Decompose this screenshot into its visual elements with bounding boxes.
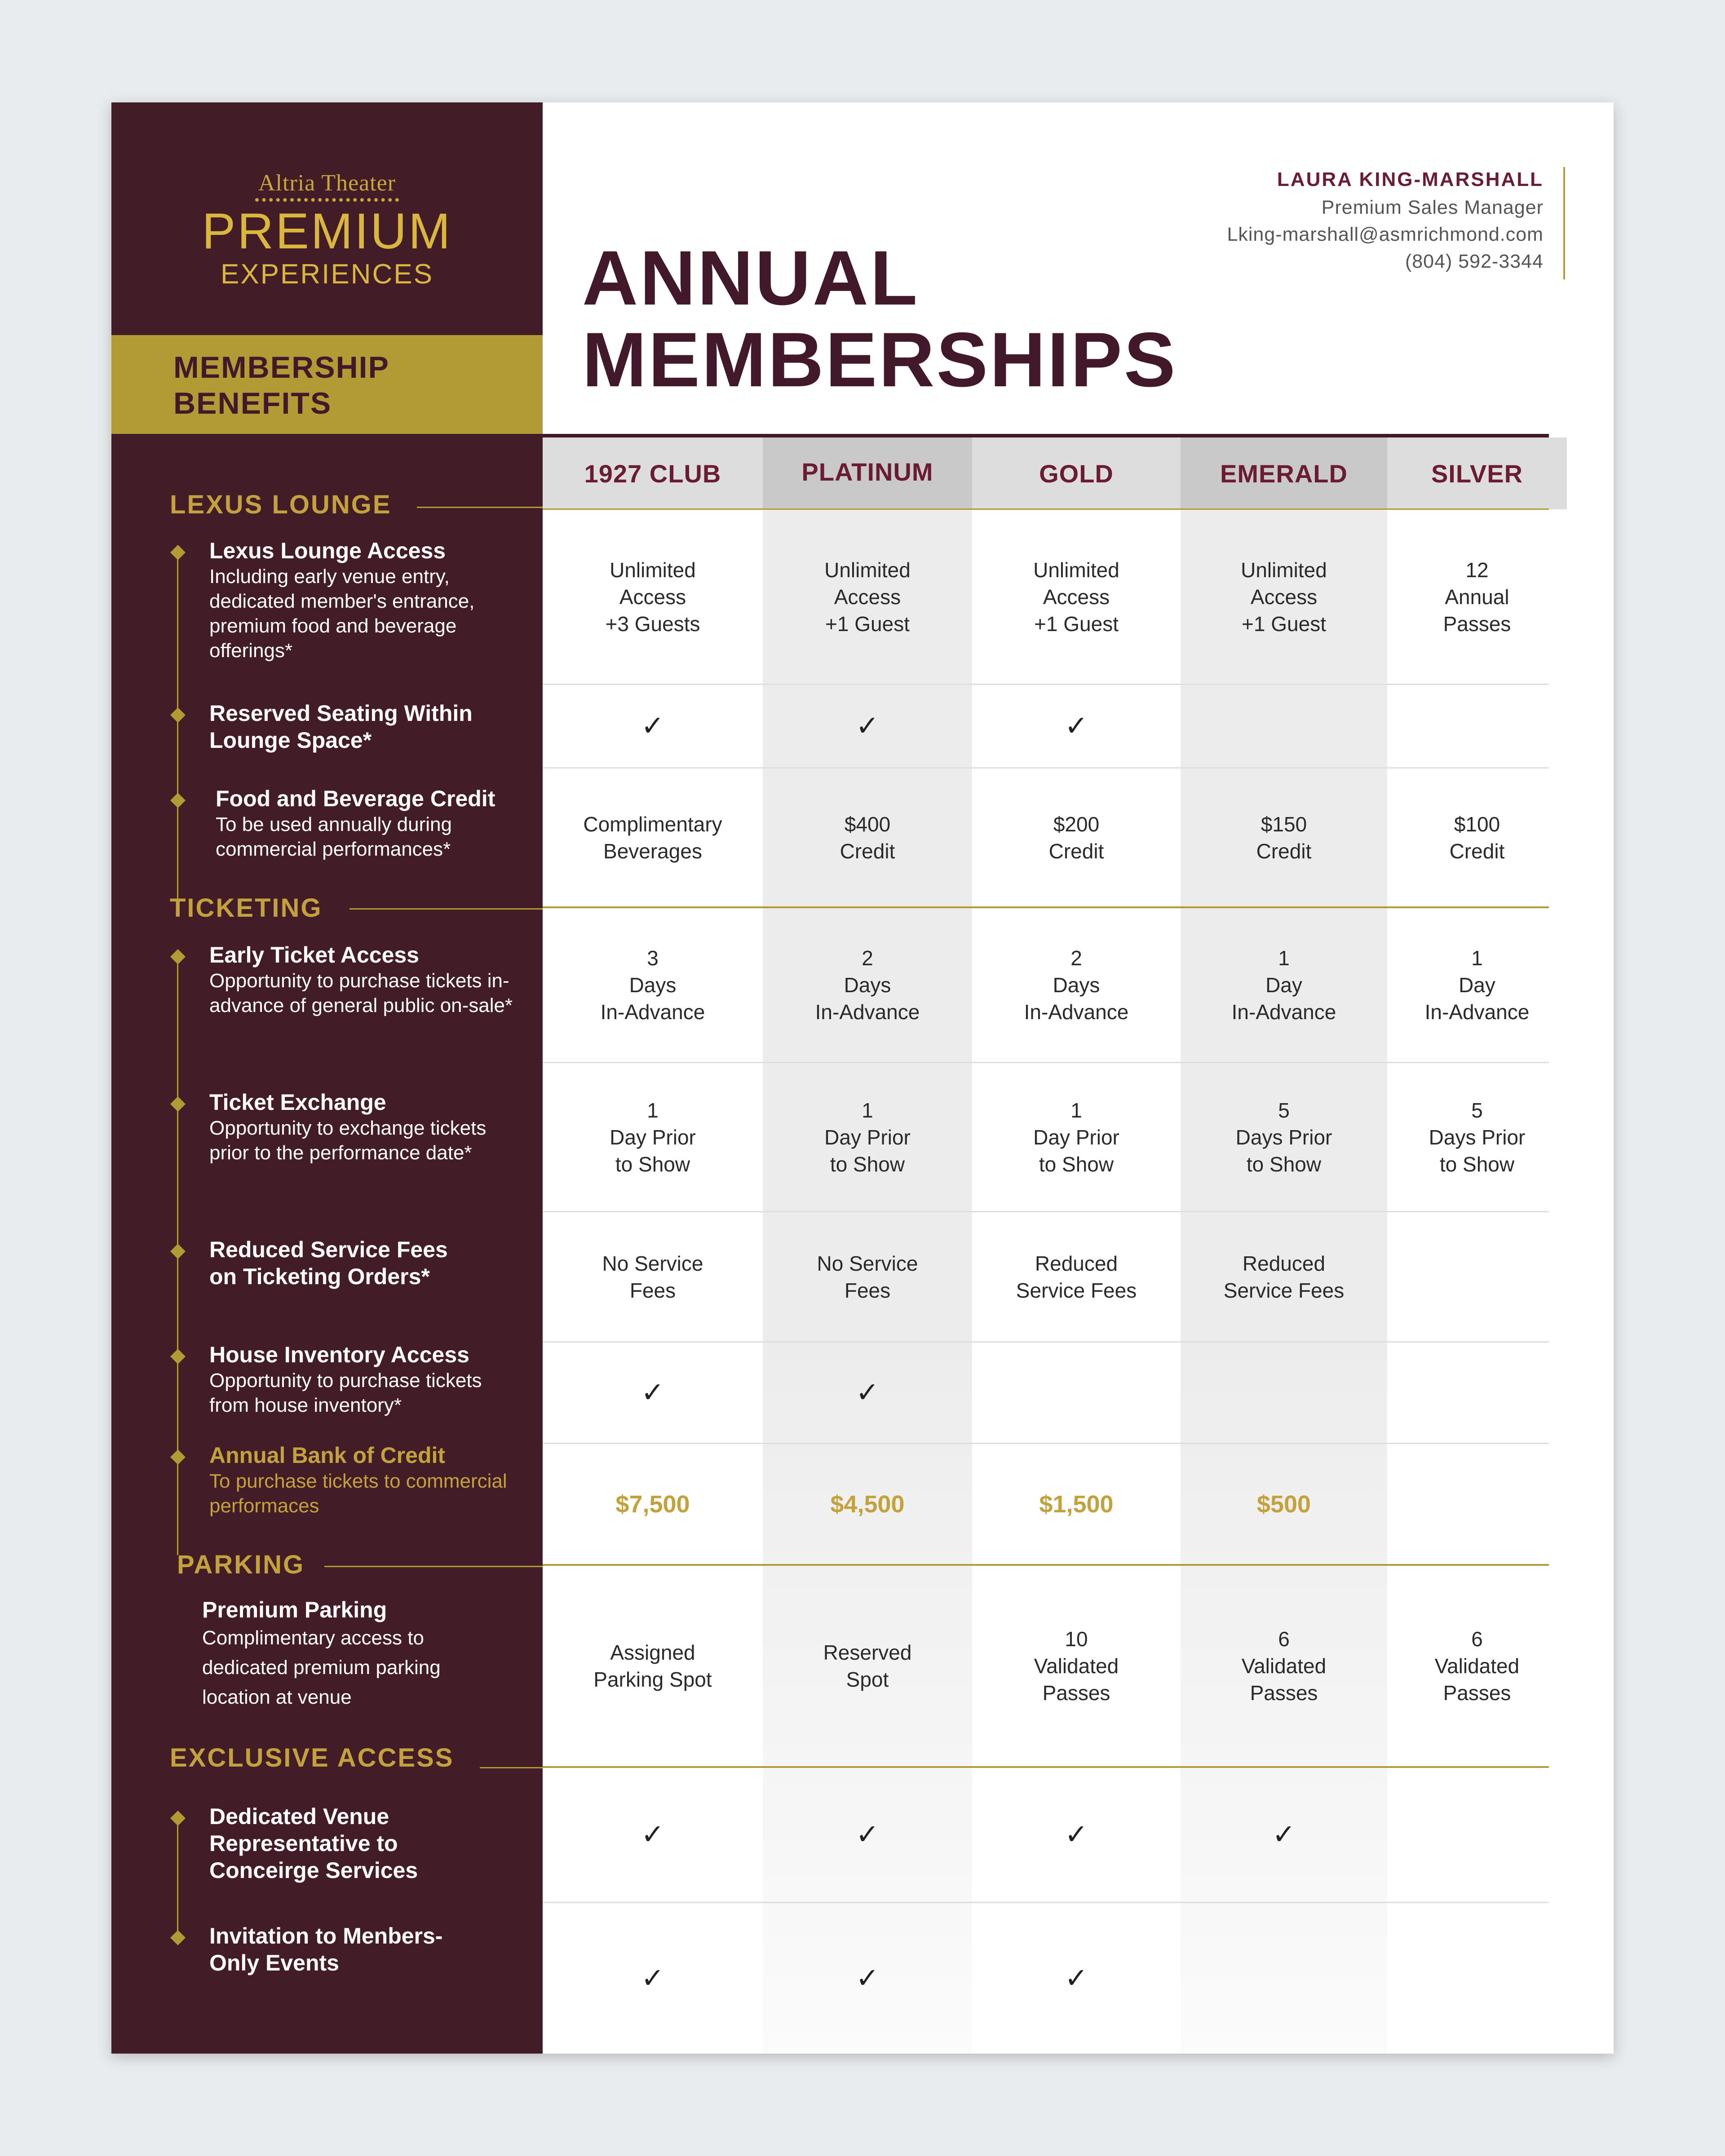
tier-header-1927-club: 1927 CLUB <box>543 437 763 509</box>
checkmark-icon: ✓ <box>641 710 664 742</box>
benefit-title: Ticket Exchange <box>209 1090 386 1115</box>
checkmark-icon: ✓ <box>641 1962 664 1994</box>
logo-dots <box>255 198 399 202</box>
benefit-title: Premium Parking <box>202 1597 387 1622</box>
checkmark-icon: ✓ <box>641 1377 664 1408</box>
section-divider <box>417 507 543 508</box>
checkmark-icon: ✓ <box>856 1377 879 1408</box>
benefit-early-ticket-access <box>209 941 524 1018</box>
bullet-diamond <box>170 949 186 964</box>
benefit-title: House Inventory Access <box>209 1342 469 1367</box>
tier-header-emerald: EMERALD <box>1181 437 1387 509</box>
bullet-diamond <box>170 1349 186 1364</box>
table-cell: No Service Fees <box>817 1251 918 1302</box>
table-cell: 2 Days In-Advance <box>815 946 920 1024</box>
bullet-diamond <box>170 1244 186 1259</box>
section-ticketing: TICKETING <box>170 893 323 923</box>
contact-email[interactable]: Lking-marshall@asmrichmond.com <box>1227 224 1544 245</box>
table-cell: 6 Validated Passes <box>1241 1627 1327 1705</box>
checkmark-icon: ✓ <box>1065 710 1088 742</box>
table-cell: 3 Days In-Advance <box>600 946 705 1024</box>
benefit-title: Reserved Seating Within Lounge Space* <box>209 701 473 753</box>
benefit-title: Invitation to Menbers-Only Events <box>209 1923 443 1975</box>
sidebar <box>111 102 543 2054</box>
benefit-title: Early Ticket Access <box>209 942 419 968</box>
table-cell: 5 Days Prior to Show <box>1235 1098 1332 1176</box>
contact-phone[interactable]: (804) 592-3344 <box>1405 251 1544 272</box>
contact-block <box>1227 165 1544 275</box>
table-cell: Assigned Parking Spot <box>593 1641 712 1691</box>
tier-header-platinum: PLATINUM <box>763 437 972 509</box>
table-cell: Reduced Service Fees <box>1016 1251 1137 1302</box>
title-rule <box>543 434 1549 437</box>
table-cell: Unlimited Access +3 Guests <box>605 558 700 636</box>
table-cell: No Service Fees <box>602 1251 703 1302</box>
checkmark-icon: ✓ <box>1272 1819 1296 1850</box>
timeline-line <box>177 552 178 906</box>
benefit-desc: Including early venue entry, dedicated member's entrance, premium food and beverage offerings* <box>209 566 475 662</box>
contact-role: Premium Sales Manager <box>1321 197 1544 218</box>
table-cell: 2 Days In-Advance <box>1024 946 1129 1024</box>
checkmark-icon: ✓ <box>641 1819 664 1850</box>
table-cell: $400 Credit <box>840 812 895 863</box>
benefit-ticket-exchange <box>209 1089 524 1165</box>
bullet-diamond <box>170 545 186 560</box>
section-divider <box>480 1767 543 1768</box>
benefit-desc: To be used annually during commercial performances* <box>216 813 452 860</box>
checkmark-icon: ✓ <box>1065 1819 1088 1850</box>
bullet-diamond <box>170 707 186 723</box>
table-cell: 1 Day Prior to Show <box>610 1098 696 1176</box>
checkmark-icon: ✓ <box>856 1962 879 1994</box>
benefit-dedicated-venue-representative <box>209 1803 461 1884</box>
table-cell: Unlimited Access +1 Guest <box>1241 558 1327 636</box>
benefit-desc: Opportunity to exchange tickets prior to the performance date* <box>209 1117 487 1164</box>
tier-header-silver: SILVER <box>1387 437 1567 509</box>
section-exclusive-access: EXCLUSIVE ACCESS <box>170 1743 454 1772</box>
table-cell: $500 <box>1256 1490 1311 1518</box>
benefit-desc: Complimentary access to dedicated premium parking location at venue <box>202 1627 441 1708</box>
page-title-line2: MEMBERSHIPS <box>582 317 1177 403</box>
table-cell: $1,500 <box>1039 1490 1114 1518</box>
benefit-title: Dedicated Venue Representative to Conceirge Services <box>209 1804 418 1883</box>
table-cell: Unlimited Access +1 Guest <box>824 558 911 636</box>
section-parking: PARKING <box>177 1550 305 1579</box>
bullet-diamond <box>170 1811 186 1826</box>
benefit-members-only-events <box>209 1922 461 1976</box>
section-lexus-lounge: LEXUS LOUNGE <box>170 490 392 519</box>
logo-venue: Altria Theater <box>258 170 396 196</box>
benefit-title: Annual Bank of Credit <box>209 1443 446 1468</box>
logo-premium: PREMIUM <box>202 203 452 259</box>
membership-benefits-heading: MEMBERSHIP BENEFITS <box>173 350 389 420</box>
table-cell: 6 Validated Passes <box>1434 1627 1520 1705</box>
checkmark-icon: ✓ <box>1065 1962 1088 1994</box>
table-cell: 5 Days Prior to Show <box>1429 1098 1526 1176</box>
table-cell: $7,500 <box>615 1490 690 1518</box>
table-cell: 10 Validated Passes <box>1034 1627 1119 1705</box>
table-cell: Reduced Service Fees <box>1223 1251 1345 1302</box>
benefit-annual-bank-of-credit <box>209 1442 524 1518</box>
table-cell: $4,500 <box>830 1490 905 1518</box>
bullet-diamond <box>170 793 186 808</box>
benefit-title: Reduced Service Fees on Ticketing Orders* <box>209 1237 448 1289</box>
benefit-food-beverage-credit <box>216 785 530 862</box>
page-title-line1: ANNUAL <box>582 235 920 321</box>
section-divider <box>349 908 543 910</box>
table-cell: 12 Annual Passes <box>1443 558 1511 636</box>
section-divider <box>324 1566 543 1567</box>
table-cell: 1 Day Prior to Show <box>1033 1098 1119 1176</box>
benefit-desc: Opportunity to purchase tickets in-advance of general public on-sale* <box>209 970 513 1016</box>
page-title <box>582 237 1177 401</box>
benefit-title: Food and Beverage Credit <box>216 786 495 811</box>
benefit-premium-parking <box>202 1596 490 1712</box>
membership-sheet <box>111 102 1614 2054</box>
benefit-reduced-service-fees <box>209 1236 479 1290</box>
bullet-diamond <box>170 1449 186 1465</box>
table-cell: Reserved Spot <box>823 1641 912 1691</box>
membership-benefits-band <box>111 335 543 434</box>
tier-header-gold: GOLD <box>972 437 1181 509</box>
benefit-house-inventory-access <box>209 1341 524 1418</box>
bullet-diamond <box>170 1930 186 1945</box>
checkmark-icon: ✓ <box>856 710 879 742</box>
table-cell: $200 Credit <box>1048 812 1104 863</box>
logo-experiences: EXPERIENCES <box>220 259 434 290</box>
table-cell: $100 Credit <box>1449 812 1505 863</box>
checkmark-icon: ✓ <box>856 1819 879 1850</box>
benefit-desc: To purchase tickets to commercial performaces <box>209 1470 507 1517</box>
bullet-diamond <box>170 1096 186 1112</box>
benefit-desc: Opportunity to purchase tickets from house inventory* <box>209 1370 482 1416</box>
contact-name: LAURA KING-MARSHALL <box>1277 168 1544 190</box>
timeline-line <box>177 1819 178 1940</box>
benefit-title: Lexus Lounge Access <box>209 538 446 563</box>
contact-accent-bar <box>1563 167 1565 279</box>
table-cell: 1 Day Prior to Show <box>824 1098 911 1176</box>
benefit-lexus-lounge-access <box>209 537 524 663</box>
table-cell: 1 Day In-Advance <box>1424 946 1530 1024</box>
benefit-reserved-seating <box>209 700 506 754</box>
table-cell: Unlimited Access +1 Guest <box>1033 558 1119 636</box>
logo <box>111 170 543 290</box>
table-cell: $150 Credit <box>1256 812 1312 863</box>
table-cell: 1 Day In-Advance <box>1231 946 1336 1024</box>
table-cell: Complimentary Beverages <box>583 812 722 863</box>
